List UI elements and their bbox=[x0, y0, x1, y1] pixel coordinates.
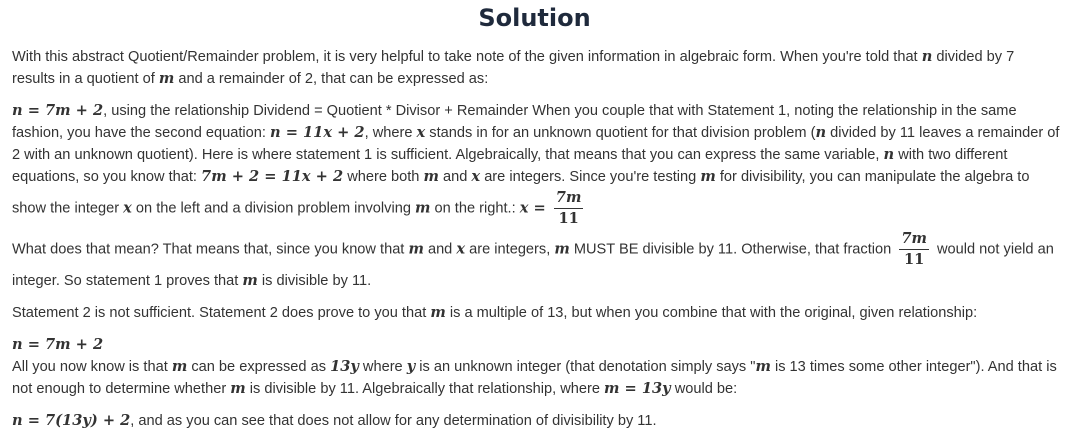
solution-body bbox=[12, 46, 1060, 432]
var-m: m bbox=[700, 168, 716, 185]
text: is divisible by 11. bbox=[261, 273, 372, 289]
equation: n = 11x + 2 bbox=[270, 124, 365, 141]
text: What does that mean? That means that, since you know that bbox=[12, 241, 405, 258]
equation: n = 7m + 2 bbox=[12, 102, 104, 119]
text: can be expressed as bbox=[191, 359, 326, 375]
fraction bbox=[554, 188, 584, 229]
text: MUST BE divisible by 11. Otherwise, that fraction bbox=[573, 241, 892, 258]
text: and a remainder of 2, that can be expressed as: bbox=[178, 71, 489, 87]
fraction bbox=[899, 229, 929, 270]
fraction-denominator: 11 bbox=[903, 251, 925, 268]
paragraph-statement1 bbox=[12, 100, 1060, 229]
var-m: m bbox=[158, 70, 175, 87]
var-y: y bbox=[406, 358, 416, 375]
var-n: n bbox=[921, 48, 933, 65]
text: , and as you can see that does not allow for any determination of divisibility by 11. bbox=[130, 413, 657, 429]
text: on the left and a division problem involving bbox=[135, 200, 411, 217]
expression: 13y bbox=[330, 358, 359, 375]
fraction-denominator: 11 bbox=[558, 210, 579, 227]
text: where bbox=[362, 359, 403, 375]
text: are integers, bbox=[469, 241, 551, 258]
equation-line bbox=[12, 334, 1060, 356]
var-m: m bbox=[171, 358, 188, 375]
text: , where bbox=[364, 125, 413, 141]
text: would not yield an integer. So statement 1 proves that bbox=[12, 241, 1054, 289]
equation: n = 7(13y) + 2 bbox=[12, 412, 131, 429]
var-x: x bbox=[416, 124, 426, 141]
var-x: x bbox=[123, 199, 132, 217]
var-m: m bbox=[423, 168, 439, 185]
paragraph-meaning bbox=[12, 229, 1060, 292]
var-m: m bbox=[415, 199, 431, 217]
text: divided by 11 leaves a remainder of 2 with an unknown quotient). Here is where statement 1 is sufficient. Algebraically, that means that you can express the same variable, bbox=[12, 125, 1060, 163]
text: where both bbox=[347, 169, 420, 185]
paragraph-final bbox=[12, 410, 1060, 432]
var-m: m bbox=[554, 240, 570, 258]
text: divided by 7 results in a quotient of bbox=[12, 49, 1015, 87]
text: All you now know is that bbox=[12, 359, 168, 375]
text: is a multiple of 13, but when you combine that with the original, given relationship: bbox=[449, 305, 978, 321]
var-n: n bbox=[815, 124, 827, 141]
page-title: Solution bbox=[478, 4, 591, 32]
var-m: m bbox=[408, 240, 424, 258]
text: are integers. Since you're testing bbox=[484, 169, 697, 185]
equation: m = 13y bbox=[604, 380, 671, 397]
equation: x = bbox=[519, 199, 546, 217]
text: stands in for an unknown quotient for that division problem ( bbox=[429, 125, 816, 141]
equation: n = 7m + 2 bbox=[12, 336, 104, 353]
var-n: n bbox=[883, 146, 895, 163]
text: Statement 2 is not sufficient. Statement 2 does prove to you that bbox=[12, 305, 427, 321]
text: is 13 times some other integer"). And that is not enough to determine whether bbox=[12, 359, 1057, 397]
var-x: x bbox=[456, 240, 466, 258]
text: with two different equations, so you know that: bbox=[12, 147, 1008, 185]
text: for divisibility, you can manipulate the algebra to show the integer bbox=[12, 169, 1030, 217]
paragraph-conclusion bbox=[12, 356, 1060, 400]
paragraph-statement2 bbox=[12, 302, 1060, 324]
text: is divisible by 11. Algebraically that relationship, where bbox=[249, 381, 600, 397]
var-m: m bbox=[430, 304, 446, 321]
text: , using the relationship Dividend = Quotient * Divisor + Remainder When you couple that with Statement 1, noting the relationship in the same fashion, you have the second equation: bbox=[12, 103, 1017, 141]
fraction-numerator: 7m bbox=[899, 229, 929, 250]
text: and bbox=[427, 241, 453, 258]
text: is an unknown integer (that denotation simply says " bbox=[419, 359, 756, 375]
equation: 7m + 2 = 11x + 2 bbox=[201, 168, 344, 185]
text: on the right.: bbox=[434, 200, 516, 217]
paragraph-intro bbox=[12, 46, 1060, 90]
text: and bbox=[443, 169, 468, 185]
text: With this abstract Quotient/Remainder problem, it is very helpful to take note of the given information in algebraic form. When you're told that bbox=[12, 49, 918, 65]
var-m: m bbox=[230, 380, 246, 397]
var-m: m bbox=[242, 272, 258, 289]
text: would be: bbox=[674, 381, 738, 397]
var-x: x bbox=[471, 168, 481, 185]
var-m: m bbox=[755, 358, 771, 375]
fraction-numerator: 7m bbox=[554, 188, 584, 209]
